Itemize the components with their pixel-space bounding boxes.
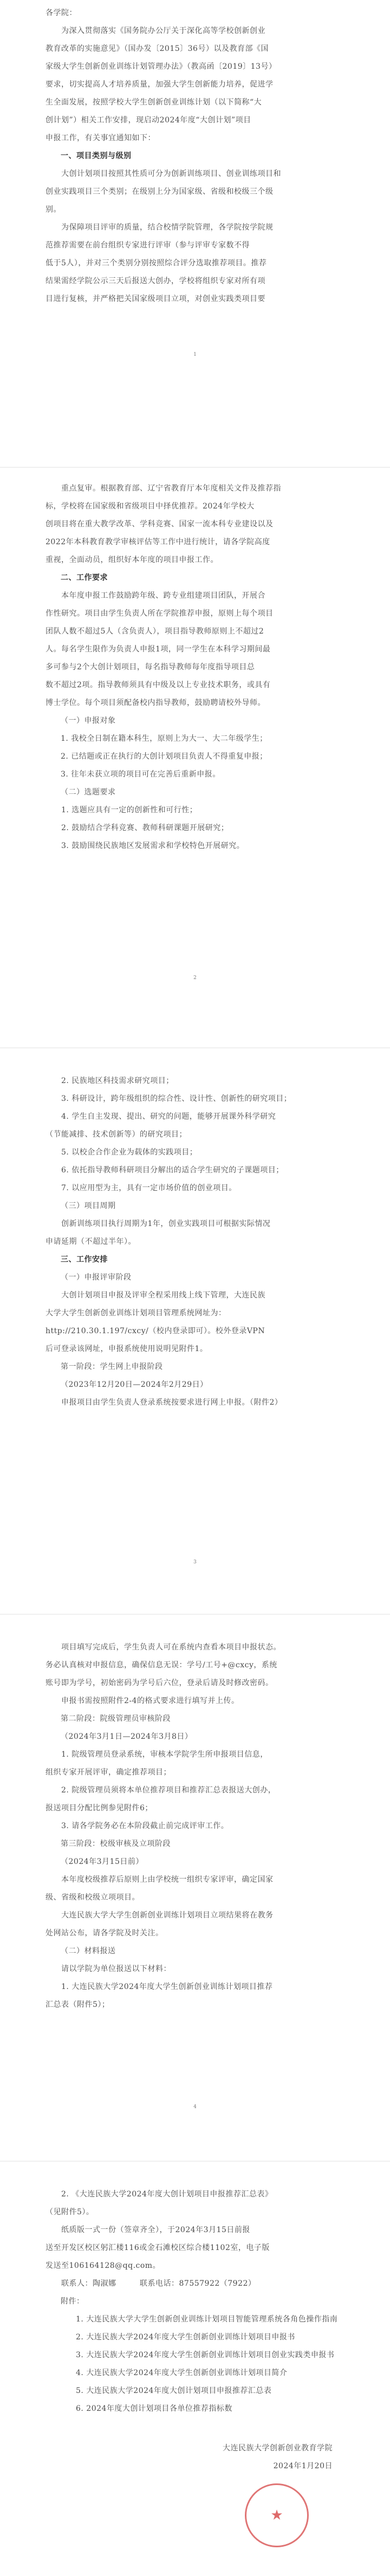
text-line: 各学院： (46, 9, 77, 17)
text-line: 数不超过2项。指导教师须具有中级及以上专业技术职务，或具有 (46, 681, 271, 689)
phase-date: （2023年12月20日—2024年2月29日） (61, 1380, 208, 1389)
text-line: 6. 依托指导教师科研项目分解出的适合学生研究的子课题项目； (46, 1166, 284, 1175)
page-separator (0, 2161, 390, 2162)
text-line: 处网站公布，请各学院及时关注。 (46, 1929, 164, 1938)
phase-date: （2024年3月15日前） (61, 1857, 144, 1866)
subsection-heading: （一）申报评审阶段 (61, 1273, 132, 1282)
text-line: 组织专家开展评审，确定推荐项目； (46, 1768, 171, 1777)
page-separator (0, 1047, 390, 1048)
text-line: 1. 大连民族大学2024年度大学生创新创业训练计划项目推荐 (46, 1982, 273, 1991)
page-number: 1 (193, 352, 197, 357)
text-line: 生全面发展，按照学校大学生创新创业训练计划（以下简称“大 (46, 98, 262, 107)
subsection-heading: （一）申报对象 (61, 716, 116, 725)
system-url[interactable]: http://210.30.1.197/cxcy/（校内登录即可）。校外登录VPN (46, 1327, 265, 1335)
page-5-body (46, 2186, 348, 2475)
text-line: 重视，全面动员，组织好本年度的项目申报工作。 (46, 556, 218, 564)
text-line: 2. 民族地区科技需求研究项目； (46, 1077, 174, 1085)
text-line: 大创计划项目按照其性质可分为创新训练项目、创业训练项目和 (46, 169, 281, 178)
page-4-body (46, 1639, 348, 2014)
page-3 (0, 1051, 390, 1592)
phase-date: （2024年3月1日—2024年3月8日） (61, 1732, 193, 1741)
text-line: 创项目将在重大教学改革、学科竞赛、国家一流本科专业建设以及 (46, 520, 274, 529)
attachment-item: 1. 大连民族大学大学生创新创业训练计划项目智能管理系统各角色操作指南 (76, 2315, 338, 2324)
text-line: 大学大学生创新创业训练计划项目管理系统网址为： (46, 1309, 226, 1318)
section-heading: 三、工作安排 (61, 1255, 108, 1264)
text-line: 3. 请各学院务必在本阶段截止前完成评审工作。 (46, 1822, 229, 1830)
text-line: 结果需经学院公示三天后报送大创办，学校将组织专家对所有项 (46, 277, 265, 285)
attachments-title: 附件： (61, 2297, 84, 2306)
page-number: 3 (193, 1560, 197, 1565)
text-line: 标，学校将在国家级和省级项目中择优推荐。2024年学校大 (46, 502, 255, 511)
text-line: 3. 科研设计，跨年级组织的综合性、设计性、创新性的研究项目； (46, 1094, 292, 1103)
list-item: 3. 往年未获立项的项目可在完善后重新申报。 (61, 770, 220, 779)
text-line: 申报项目由学生负责人登录系统按要求进行网上申报。（附件2） (46, 1398, 283, 1407)
text-line: 创计划”）相关工作安排，现启动2024年度“大创计划”项目 (46, 116, 251, 125)
attachment-item: 5. 大连民族大学2024年度大创计划项目申报推荐汇总表 (76, 2386, 272, 2395)
attachment-item: 3. 大连民族大学2024年度大学生创新创业训练计划项目创业实践类申报书 (76, 2351, 335, 2359)
text-line: 别。 (46, 205, 61, 214)
text-line: 申请延期（不超过半年）。 (46, 1237, 136, 1246)
text-line: 博士学位。每个项目须配备校内指导教师，鼓励聘请校外导师。 (46, 699, 265, 707)
phase-title: 第二阶段：院级管理员审核阶段 (61, 1714, 171, 1723)
page-separator (0, 1614, 390, 1615)
text-line: 汇总表（附件5）； (46, 2000, 110, 2009)
text-line: 大创计划项目申报及评审全程采用线上线下管理，大连民族 (46, 1291, 265, 1300)
text-line: 账号即为学号，初始密码为学号后六位，登录后请及时修改密码。 (46, 1679, 274, 1687)
text-line: 2. 《大连民族大学2024年度大创计划项目申报推荐汇总表》 (46, 2190, 273, 2199)
subsection-heading: （二）选题要求 (61, 788, 116, 797)
text-line: 2022年本科教育教学审核评估等工作中进行统计，请各学院高度 (46, 538, 270, 546)
contact-line: 联系人：陶淑娜 联系电话：87557922（7922） (46, 2279, 256, 2288)
page-4 (0, 1617, 390, 2158)
text-line: 1. 院级管理员登录系统，审核本学院学生所申报项目信息， (46, 1750, 268, 1759)
text-line: 本年度校级推荐后原则上由学校统一组织专家评审，确定国家 (46, 1875, 274, 1884)
text-line: 5. 以校企合作企业为载体的实践项目； (46, 1148, 198, 1157)
section-heading: 一、项目类别与级别 (61, 152, 132, 160)
text-line: 申报书需按照附件2-4的格式要求进行填写并上传。 (46, 1697, 239, 1705)
text-line: 7. 以应用型为主，具有一定市场价值的创业项目。 (46, 1184, 237, 1192)
page-2 (0, 469, 390, 1043)
attachment-item: 6. 2024年度大创计划项目各单位推荐指标数 (76, 2404, 232, 2413)
official-seal (245, 2483, 309, 2547)
page-separator (0, 467, 390, 468)
list-item: 1. 选题应具有一定的创新性和可行性； (46, 806, 198, 814)
text-line: 请以学院为单位报送以下材料： (46, 1965, 171, 1973)
text-line: 申报工作，有关事宜通知如下： (46, 134, 155, 142)
text-line: 后可登录该网址，申报系统使用说明见附件1。 (46, 1345, 208, 1353)
page-3-body (46, 1072, 348, 1412)
star-icon: ★ (270, 2507, 283, 2523)
text-line: 2. 院级管理员须将本单位推荐项目和推荐汇总表报送大创办， (46, 1786, 276, 1795)
section-heading: 二、工作要求 (61, 573, 108, 582)
page-1 (0, 0, 390, 460)
page-2-body (46, 480, 348, 855)
text-line: （见附件5）。 (46, 2208, 94, 2216)
text-line: 作性研究。项目由学生负责人所在学院推荐申报，原则上每个项目 (46, 609, 274, 618)
text-line: 级、省级和校级立项项目。 (46, 1893, 140, 1902)
signature-date: 2024年1月20日 (273, 2462, 333, 2470)
attachment-item: 4. 大连民族大学2024年度大学生创新创业训练计划项目简介 (76, 2369, 288, 2377)
page-number: 2 (193, 975, 197, 981)
list-item: 1. 我校全日制在籍本科生，原则上为大一、大二年级学生； (61, 734, 268, 743)
text-line: 范推荐需要在前台组织专家进行评审（参与评审专家数不得 (46, 241, 250, 250)
text-line: 纸质版一式一份（签章齐全），于2024年3月15日前报 (46, 2226, 250, 2234)
text-line: 低于5人），并对三个类别分别按照综合评分选取推荐项目。推荐 (46, 259, 267, 268)
list-item: 2. 鼓励结合学科竞赛、教师科研课题开展研究； (46, 824, 229, 832)
subsection-heading: （三）项目周期 (61, 1202, 116, 1210)
text-line: 大连民族大学大学生创新创业训练计划项目立项结果将在教务 (46, 1911, 274, 1920)
phase-title: 第三阶段：校级审核及立项阶段 (61, 1840, 171, 1848)
text-line: 本年度申报工作鼓励跨年级、跨专业组建项目团队，开展合 (46, 591, 265, 600)
page-5 (0, 2164, 390, 2575)
attachment-item: 2. 大连民族大学2024年度大学生创新创业训练计划项目申报书 (76, 2333, 295, 2342)
phase-title: 第一阶段：学生网上申报阶段 (61, 1362, 163, 1371)
text-line: 团队人数不超过5人（含负责人），项目指导教师原则上不超过2 (46, 627, 264, 636)
text-line: 创新训练项目执行周期为1年，创业实践项目可根据实际情况 (46, 1219, 271, 1228)
text-line: 创业实践项目三个类别；在级别上分为国家级、省级和校级三个级 (46, 187, 274, 196)
signature-unit: 大连民族大学创新创业教育学院 (223, 2444, 333, 2453)
list-item: 3. 鼓励围绕民族地区发展需求和学校特色开展研究。 (46, 842, 245, 850)
subsection-heading: （二）材料报送 (61, 1947, 116, 1955)
text-line: 项目填写完成后，学生负责人可在系统内查看本项目申报状态。 (46, 1643, 281, 1652)
text-line: 教育改革的实施意见》（国办发〔2015〕36号）以及教育部《国 (46, 44, 269, 53)
text-line: 目进行复核，并严格把关国家级项目立项，对创业实践类项目要 (46, 295, 265, 303)
text-line: 人。每名学生限作为负责人申报1项，同一学生在本科学习期间最 (46, 645, 271, 654)
text-line: 4. 学生自主发现、提出、研究的问题，能够开展课外科学研究 (46, 1112, 276, 1121)
email-line[interactable]: 发送至106164128@qq.com。 (46, 2261, 161, 2270)
text-line: 报送项目分配比例参见附件6； (46, 1804, 153, 1812)
page-1-body (46, 4, 348, 308)
page-number: 4 (193, 2104, 197, 2110)
text-line: 为深入贯彻落实《国务院办公厅关于深化高等学校创新创业 (46, 27, 265, 35)
list-item: 2. 已结题或正在执行的大创计划项目负责人不得重复申报； (61, 752, 268, 761)
text-line: 为保障项目评审的质量，结合校情学院管理，各学院按学院规 (46, 223, 274, 232)
text-line: 家级大学生创新创业训练计划管理办法》（教高函〔2019〕13号） (46, 62, 277, 71)
text-line: 务必认真核对申报信息，确保信息无误：学号/工号+@cxcy，系统 (46, 1661, 277, 1669)
text-line: 要求，切实提高人才培养质量，加强大学生创新能力培养，促进学 (46, 80, 274, 89)
text-line: 送至开发区校区躬汇楼116或金石滩校区综合楼1102室，电子版 (46, 2244, 270, 2252)
text-line: 重点复审。根据教育部、辽宁省教育厅本年度相关文件及推荐指 (46, 484, 281, 493)
text-line: 多可参与2个大创计划项目，每名指导教师每年度指导项目总 (46, 663, 255, 671)
text-line: （节能减排、技术创新等）的研究项目； (46, 1130, 187, 1139)
